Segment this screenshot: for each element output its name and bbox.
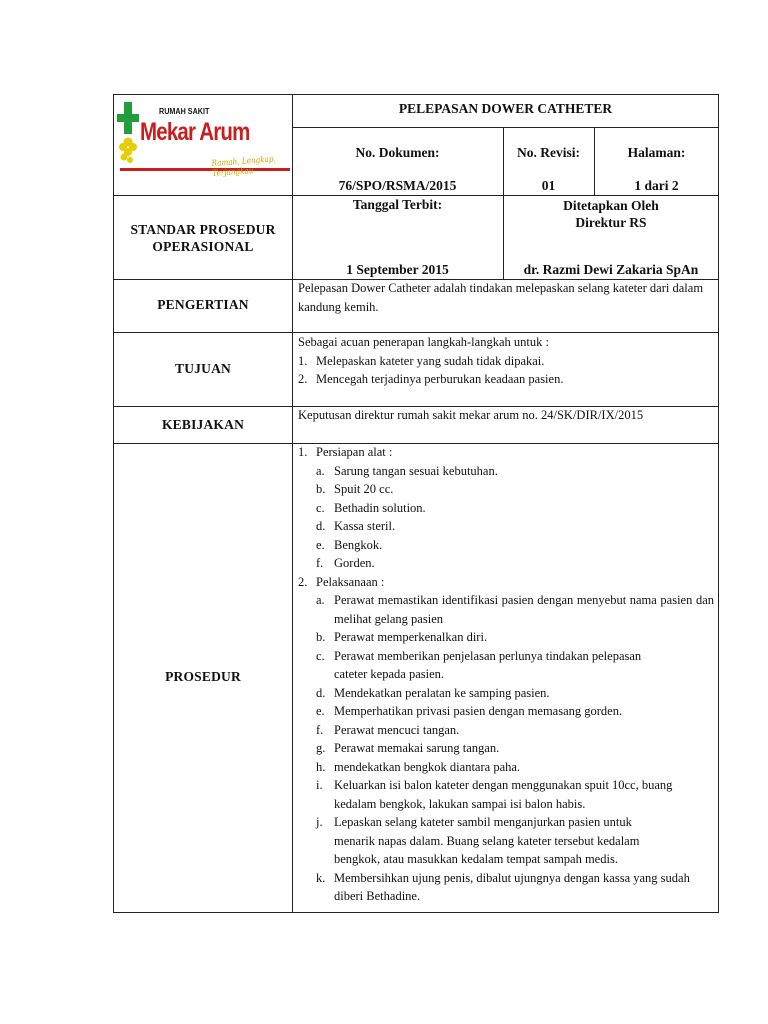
list-number: c. — [316, 500, 325, 515]
sop-label — [113, 221, 293, 255]
list-item — [316, 462, 714, 481]
pelaksanaan-list — [298, 591, 714, 906]
tujuan-list — [298, 352, 714, 389]
tujuan-label: TUJUAN — [175, 361, 231, 376]
section-number: 1. — [298, 445, 308, 459]
list-text: Mencegah terjadinya perburukan keadaan pasien. — [316, 372, 564, 386]
table-border-top — [113, 94, 719, 95]
tujuan-content — [298, 333, 714, 389]
list-number: k. — [316, 870, 326, 885]
page-label: Halaman: — [627, 145, 686, 160]
doc-number-value: 76/SPO/RSMA/2015 — [338, 178, 457, 193]
sop-label-line2: OPERASIONAL — [152, 239, 254, 254]
list-text: Mendekatkan peralatan ke samping pasien. — [334, 685, 550, 700]
list-number: e. — [316, 704, 325, 718]
column-divider — [292, 94, 293, 913]
list-text: Bethadin solution. — [334, 500, 426, 515]
list-number: f. — [316, 722, 324, 737]
list-text: mendekatkan bengkok diantara paha. — [334, 759, 521, 774]
cross-icon — [117, 102, 139, 134]
table-border-left — [113, 94, 114, 913]
kebijakan-label: KEBIJAKAN — [161, 417, 245, 432]
list-number: i. — [316, 778, 323, 792]
section-number: 2. — [298, 574, 308, 589]
list-item — [316, 739, 714, 758]
list-item — [316, 813, 714, 869]
list-number: a. — [316, 463, 325, 478]
list-text: Memperhatikan privasi pasien dengan memasang gorden. — [334, 704, 623, 718]
hospital-logo — [116, 96, 292, 194]
list-item — [316, 684, 714, 703]
list-number: d. — [316, 685, 326, 700]
revision-value: 01 — [541, 178, 556, 193]
list-number: d. — [316, 519, 326, 533]
list-item — [316, 554, 714, 573]
prosedur-content — [298, 443, 714, 906]
list-text: Bengkok. — [334, 537, 383, 552]
list-number: e. — [316, 537, 325, 552]
list-number: 1. — [298, 353, 308, 368]
logo-small-text: RUMAH SAKIT — [159, 107, 210, 116]
list-item — [316, 702, 714, 721]
kebijakan-text: Keputusan direktur rumah sakit mekar arum no. 24/SK/DIR/IX/2015 — [298, 408, 644, 422]
list-item — [316, 628, 714, 647]
list-number: h. — [316, 759, 326, 774]
list-item — [298, 370, 714, 389]
approved-by — [503, 197, 719, 231]
list-text: Lepaskan selang kateter sambil menganjurkan pasien untuk menarik napas dalam. Buang selang kateter tersebut kedalam bengkok, atau masukkan kedalam tempat sampah medis. — [334, 815, 640, 866]
list-number: g. — [316, 741, 326, 755]
list-item — [298, 352, 714, 371]
section-title: Persiapan alat : — [316, 445, 393, 459]
list-item — [316, 869, 714, 906]
list-number: f. — [316, 556, 324, 570]
document-title: PELEPASAN DOWER CATHETER — [398, 101, 613, 116]
persiapan-list — [298, 462, 714, 573]
list-number: c. — [316, 648, 325, 663]
approved-by-line1: Ditetapkan Oleh — [563, 198, 659, 213]
logo-tagline: Ramah, Lengkap, Terjangkau — [211, 154, 277, 179]
list-text: Sarung tangan sesuai kebutuhan. — [334, 463, 498, 478]
pengertian-text: Pelepasan Dower Catheter adalah tindakan melepaskan selang kateter dari dalam kandung kemih. — [298, 281, 704, 314]
doc-number-label: No. Dokumen: — [355, 145, 440, 160]
tujuan-intro: Sebagai acuan penerapan langkah-langkah untuk : — [298, 335, 549, 349]
prosedur-label: PROSEDUR — [165, 669, 241, 684]
revision-label: No. Revisi: — [517, 145, 580, 160]
list-text: Perawat memakai sarung tangan. — [334, 741, 500, 755]
list-text: Gorden. — [334, 556, 375, 570]
list-text: Spuit 20 cc. — [334, 482, 394, 496]
list-text: Keluarkan isi balon kateter dengan menggunakan spuit 10cc, buang kedalam bengkok, lakukan sampai isi balon habis. — [334, 778, 673, 811]
list-item — [316, 721, 714, 740]
list-number: b. — [316, 482, 326, 496]
issue-date-value: 1 September 2015 — [346, 262, 449, 277]
list-text: Perawat mencuci tangan. — [334, 722, 460, 737]
row-divider-1 — [113, 195, 719, 196]
approved-by-line2: Direktur RS — [575, 215, 647, 230]
table-border-bottom — [113, 912, 719, 913]
list-text: Perawat memastikan identifikasi pasien dengan menyebut nama pasien dan melihat gelang pasien — [334, 593, 714, 626]
list-item — [316, 591, 714, 628]
list-text: Kassa steril. — [334, 519, 396, 533]
prosedur-section-2 — [298, 573, 714, 592]
list-item — [316, 776, 714, 813]
list-text: Melepaskan kateter yang sudah tidak dipakai. — [316, 353, 545, 368]
list-text: Perawat memberikan penjelasan perlunya tindakan pelepasan cateter kepada pasien. — [334, 648, 642, 681]
list-item — [316, 758, 714, 777]
list-number: b. — [316, 630, 326, 644]
title-divider — [292, 127, 719, 128]
list-text: Perawat memperkenalkan diri. — [334, 630, 488, 644]
sop-label-line1: STANDAR PROSEDUR — [130, 222, 276, 237]
list-item — [316, 536, 714, 555]
page-value: 1 dari 2 — [634, 178, 679, 193]
list-item — [316, 647, 714, 684]
list-text: Membersihkan ujung penis, dibalut ujungnya dengan kassa yang sudah diberi Bethadine. — [334, 870, 690, 903]
prosedur-section-1 — [298, 443, 714, 462]
list-item — [316, 499, 714, 518]
logo-name: Mekar Arum — [140, 118, 250, 146]
list-number: j. — [316, 815, 323, 829]
pengertian-label: PENGERTIAN — [157, 297, 249, 312]
flower-icon — [119, 138, 137, 164]
list-number: a. — [316, 593, 325, 607]
list-item — [316, 517, 714, 536]
section-title: Pelaksanaan : — [316, 574, 385, 589]
approver-name: dr. Razmi Dewi Zakaria SpAn — [523, 262, 699, 277]
list-item — [316, 480, 714, 499]
issue-date-label: Tanggal Terbit: — [352, 197, 443, 212]
list-number: 2. — [298, 372, 308, 386]
